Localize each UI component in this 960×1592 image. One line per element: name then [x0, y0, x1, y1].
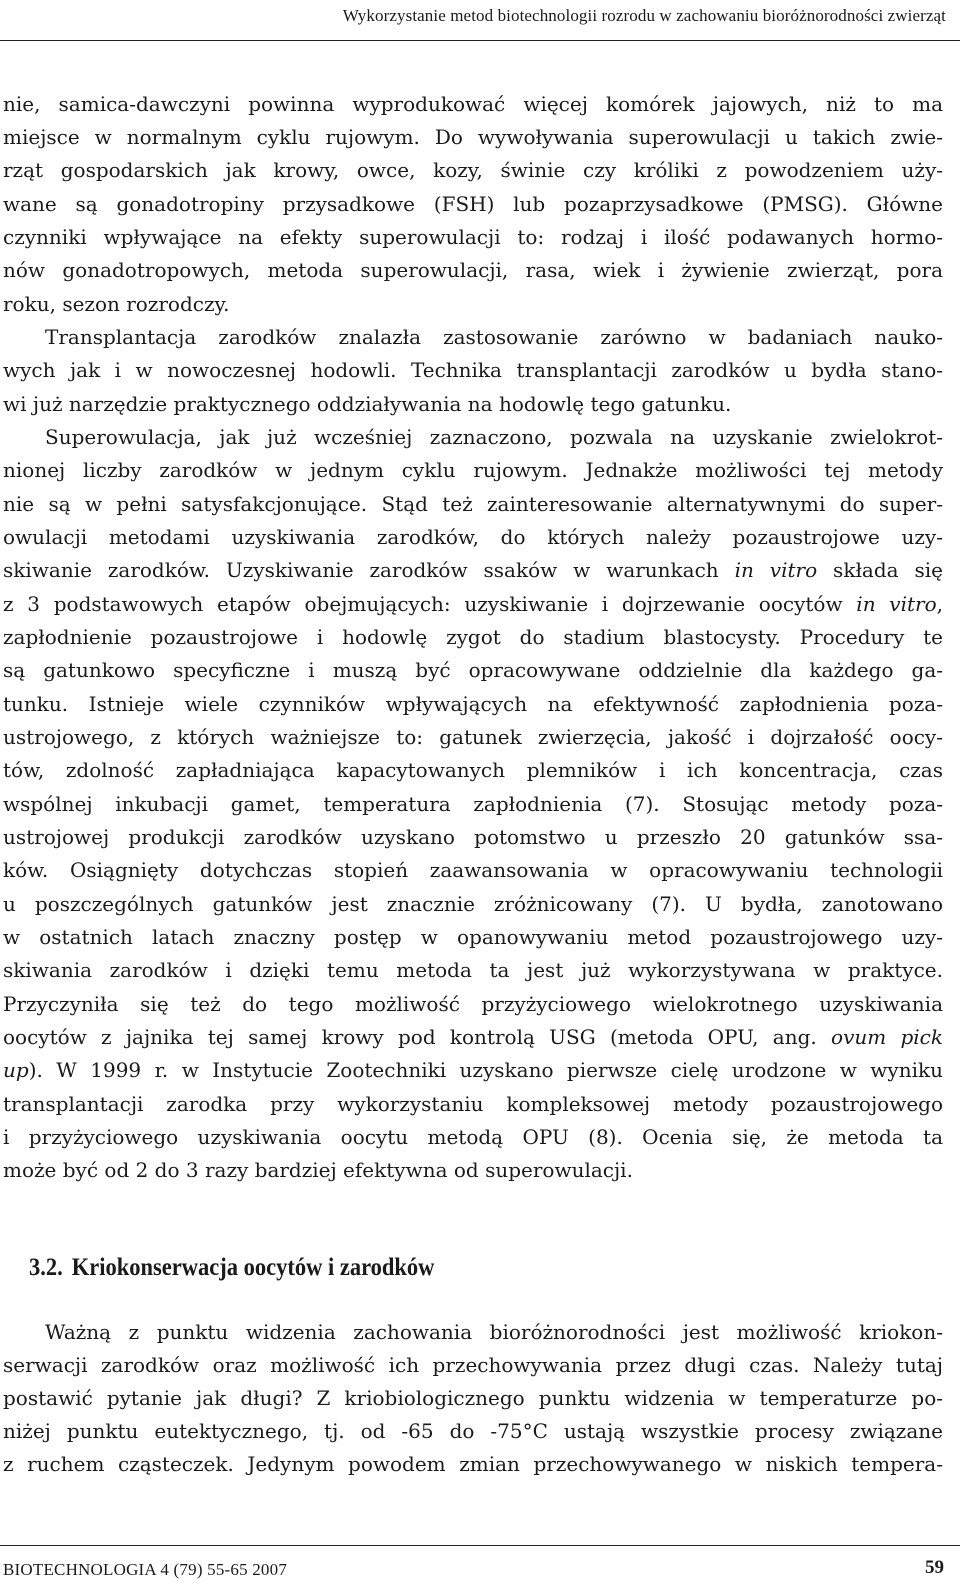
text-line: serwacji zarodków oraz możliwość ich przechowywania przez długi czas. Należy tutaj [3, 1353, 943, 1377]
italic-term: ovum pick [831, 1025, 944, 1049]
text-line: transplantacji zarodka przy wykorzystaniu kompleksowej metody pozaustrojowego [3, 1092, 943, 1116]
text-line: są gatunkowo specyficzne i muszą być opracowywane oddzielnie dla każdego ga- [3, 658, 943, 682]
italic-term: in vitro [856, 592, 937, 616]
text-line: zapłodnienie pozaustrojowe i hodowlę zygot do stadium blastocysty. Procedury te [3, 625, 943, 649]
text-line: Transplantacja zarodków znalazła zastosowanie zarówno w badaniach nauko- [45, 325, 943, 349]
footer-rule [0, 1545, 960, 1546]
journal-citation: BIOTECHNOLOGIA 4 (79) 55-65 2007 [3, 1560, 288, 1579]
text-line: u poszczególnych gatunków jest znacznie zróżnicowany (7). U bydła, zanotowano [3, 892, 943, 916]
text-line: wych jak i w nowoczesnej hodowli. Technika transplantacji zarodków u bydła stano- [3, 358, 943, 382]
text-span: składa się [817, 558, 943, 582]
section-title: Kriokonserwacja oocytów i zarodków [71, 1254, 435, 1281]
text-line: nionej liczby zarodków w jednym cyklu rujowym. Jednakże możliwości tej metody [3, 458, 943, 482]
header-rule [0, 40, 960, 41]
text-line: nów gonadotropowych, metoda superowulacji, rasa, wiek i żywienie zwierząt, pora [3, 258, 943, 282]
text-line: ków. Osiągnięty dotychczas stopień zaawansowania w opracowywaniu technologii [3, 858, 943, 882]
text-line: wi już narzędzie praktycznego oddziaływania na hodowlę tego gatunku. [3, 392, 732, 416]
text-line: tów, zdolność zapładniająca kapacytowanych plemników i ich koncentracja, czas [3, 758, 943, 782]
text-line: postawić pytanie jak długi? Z kriobiologicznego punktu widzenia w temperaturze po- [3, 1386, 943, 1410]
italic-term: in vitro [734, 558, 818, 582]
text-line: i przyżyciowego uzyskiwania oocytu metodą OPU (8). Ocenia się, że metoda ta [3, 1125, 943, 1149]
text-line [3, 588, 943, 621]
text-line: Superowulacja, jak już wcześniej zaznaczono, pozwala na uzyskanie zwielokrot- [45, 425, 943, 449]
section-number: 3.2. [29, 1254, 63, 1281]
text-line: rząt gospodarskich jak krowy, owce, kozy, świnie czy króliki z powodzeniem uży- [3, 158, 943, 182]
text-line: wspólnej inkubacji gamet, temperatura zapłodnienia (7). Stosując metody poza- [3, 792, 943, 816]
text-line: wane są gonadotropiny przysadkowe (FSH) lub pozaprzysadkowe (PMSG). Główne [3, 192, 943, 216]
italic-term: up [3, 1058, 29, 1082]
text-span: z 3 podstawowych etapów obejmujących: uzyskiwanie i dojrzewanie oocytów [3, 592, 857, 616]
text-span: ). W 1999 r. w Instytucie Zootechniki uzyskano pierwsze cielę urodzone w wyniku [28, 1058, 943, 1082]
text-line [3, 1021, 943, 1054]
text-line: skiwania zarodków i dzięki temu metoda ta jest już wykorzystywana w praktyce. [3, 958, 943, 982]
text-line: tunku. Istnieje wiele czynników wpływających na efektywność zapłodnienia poza- [3, 692, 943, 716]
text-span: , [936, 592, 944, 616]
text-span: skiwanie zarodków. Uzyskiwanie zarodków ssaków w warunkach [3, 558, 735, 582]
text-line: nie, samica-dawczyni powinna wyprodukować więcej komórek jajowych, niż to ma [3, 92, 943, 116]
text-line: czynniki wpływające na efekty superowulacji to: rodzaj i ilość podawanych hormo- [3, 225, 943, 249]
text-line: z ruchem cząsteczek. Jedynym powodem zmian przechowywanego w niskich tempera- [3, 1452, 943, 1476]
section-heading [29, 1250, 434, 1286]
page-number: 59 [925, 1557, 944, 1578]
text-line [3, 554, 943, 587]
text-line: Przyczyniła się też do tego możliwość przyżyciowego wielokrotnego uzyskiwania [3, 992, 943, 1016]
text-line: nie są w pełni satysfakcjonujące. Stąd też zainteresowanie alternatywnymi do super- [3, 492, 943, 516]
text-line: Ważną z punktu widzenia zachowania bioróżnorodności jest możliwość kriokon- [45, 1320, 943, 1344]
text-line [3, 1054, 943, 1087]
text-line: roku, sezon rozrodczy. [3, 292, 230, 316]
text-line: miejsce w normalnym cyklu rujowym. Do wywoływania superowulacji u takich zwie- [3, 125, 943, 149]
text-line: ustrojowego, z których ważniejsze to: gatunek zwierzęcia, jakość i dojrzałość oocy- [3, 725, 943, 749]
running-header: Wykorzystanie metod biotechnologii rozrodu w zachowaniu bioróżnorodności zwierząt [342, 6, 946, 25]
text-line: ustrojowej produkcji zarodków uzyskano potomstwo u przeszło 20 gatunków ssa- [3, 825, 943, 849]
text-line: może być od 2 do 3 razy bardziej efektywna od superowulacji. [3, 1158, 633, 1182]
text-line: owulacji metodami uzyskiwania zarodków, do których należy pozaustrojowe uzy- [3, 525, 943, 549]
text-line: w ostatnich latach znaczny postęp w opanowywaniu metod pozaustrojowego uzy- [3, 925, 943, 949]
text-line: niżej punktu eutektycznego, tj. od -65 do -75°C ustają wszystkie procesy związane [3, 1419, 943, 1443]
text-span: oocytów z jajnika tej samej krowy pod kontrolą USG (metoda OPU, ang. [3, 1025, 832, 1049]
